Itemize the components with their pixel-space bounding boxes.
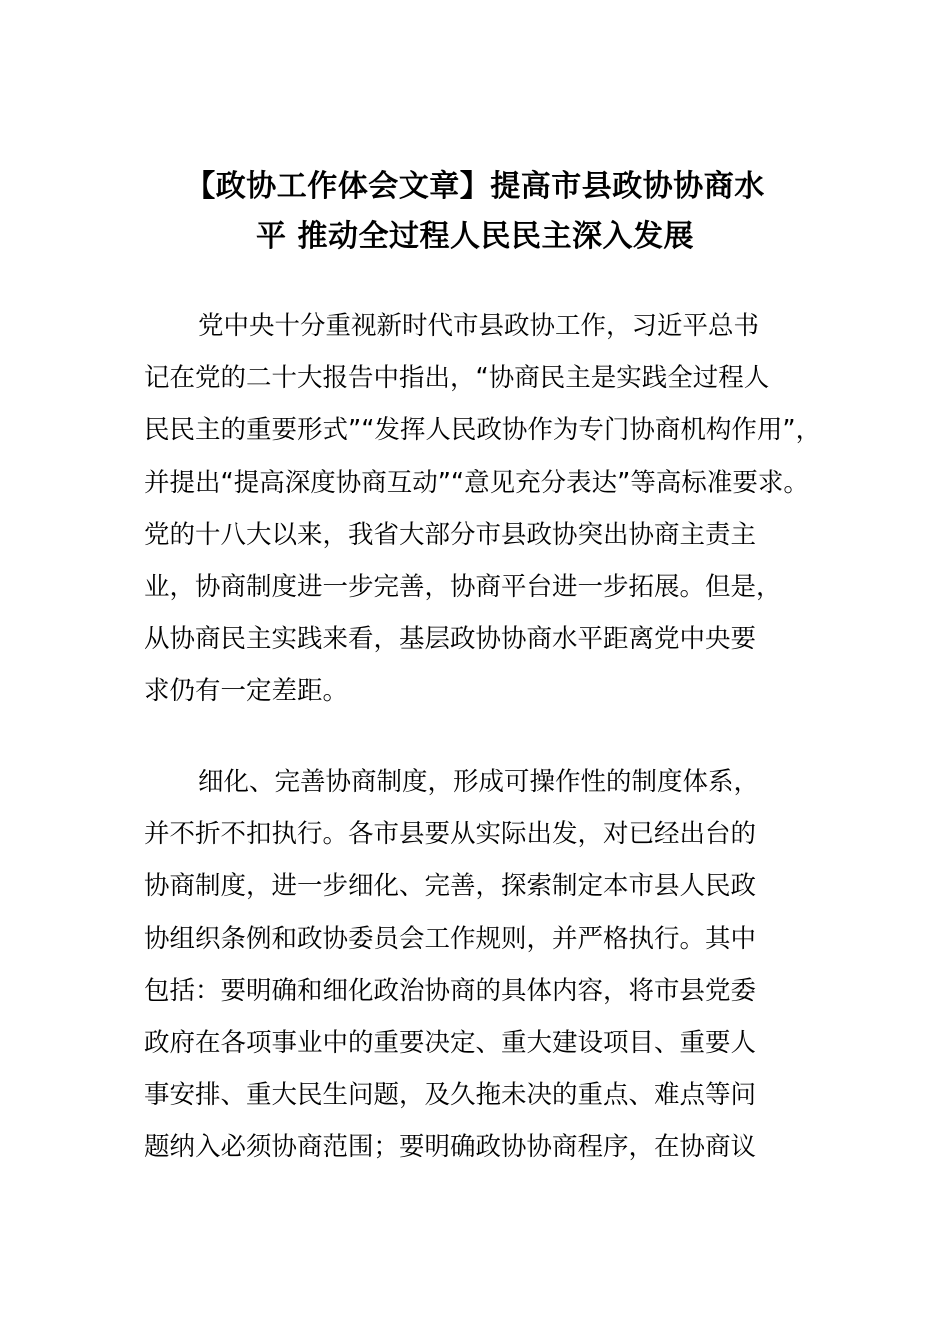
paragraph-line: 题纳入必须协商范围；要明确政协协商程序，在协商议 [144,1132,757,1163]
paragraph-2 [144,756,834,1174]
paragraph-line: 细化、完善协商制度，形成可操作性的制度体系， [198,767,760,797]
paragraph-line: 记在党的二十大报告中指出，“协商民主是实践全过程人 [144,363,770,394]
document-title [140,162,810,262]
paragraph-line: 党中央十分重视新时代市县政协工作，习近平总书 [198,311,760,341]
paragraph-line: 事安排、重大民生问题，及久拖未决的重点、难点等问 [144,1080,757,1111]
paragraph-line: 协组织条例和政协委员会工作规则，并严格执行。其中 [144,923,757,954]
paragraph-line: 从协商民主实践来看，基层政协协商水平距离党中央要 [144,624,757,655]
title-line: 【政协工作体会文章】提高市县政协协商水 [185,169,765,204]
paragraph-line: 业，协商制度进一步完善，协商平台进一步拓展。但是， [144,572,782,603]
paragraph-line: 民民主的重要形式”“发挥人民政协作为专门协商机构作用”， [144,415,822,446]
paragraph-line: 并提出“提高深度协商互动”“意见充分表达”等高标准要求。 [144,467,809,498]
paragraph-line: 政府在各项事业中的重要决定、重大建设项目、重要人 [144,1028,757,1059]
title-line: 平 推动全过程人民民主深入发展 [256,219,694,254]
paragraph-1 [144,300,834,718]
paragraph-line: 协商制度，进一步细化、完善，探索制定本市县人民政 [144,871,757,902]
paragraph-line: 求仍有一定差距。 [144,676,349,707]
paragraph-line: 包括：要明确和细化政治协商的具体内容，将市县党委 [144,975,757,1006]
paragraph-line: 党的十八大以来，我省大部分市县政协突出协商主责主 [144,519,757,550]
paragraph-line: 并不折不扣执行。各市县要从实际出发，对已经出台的 [144,819,757,850]
